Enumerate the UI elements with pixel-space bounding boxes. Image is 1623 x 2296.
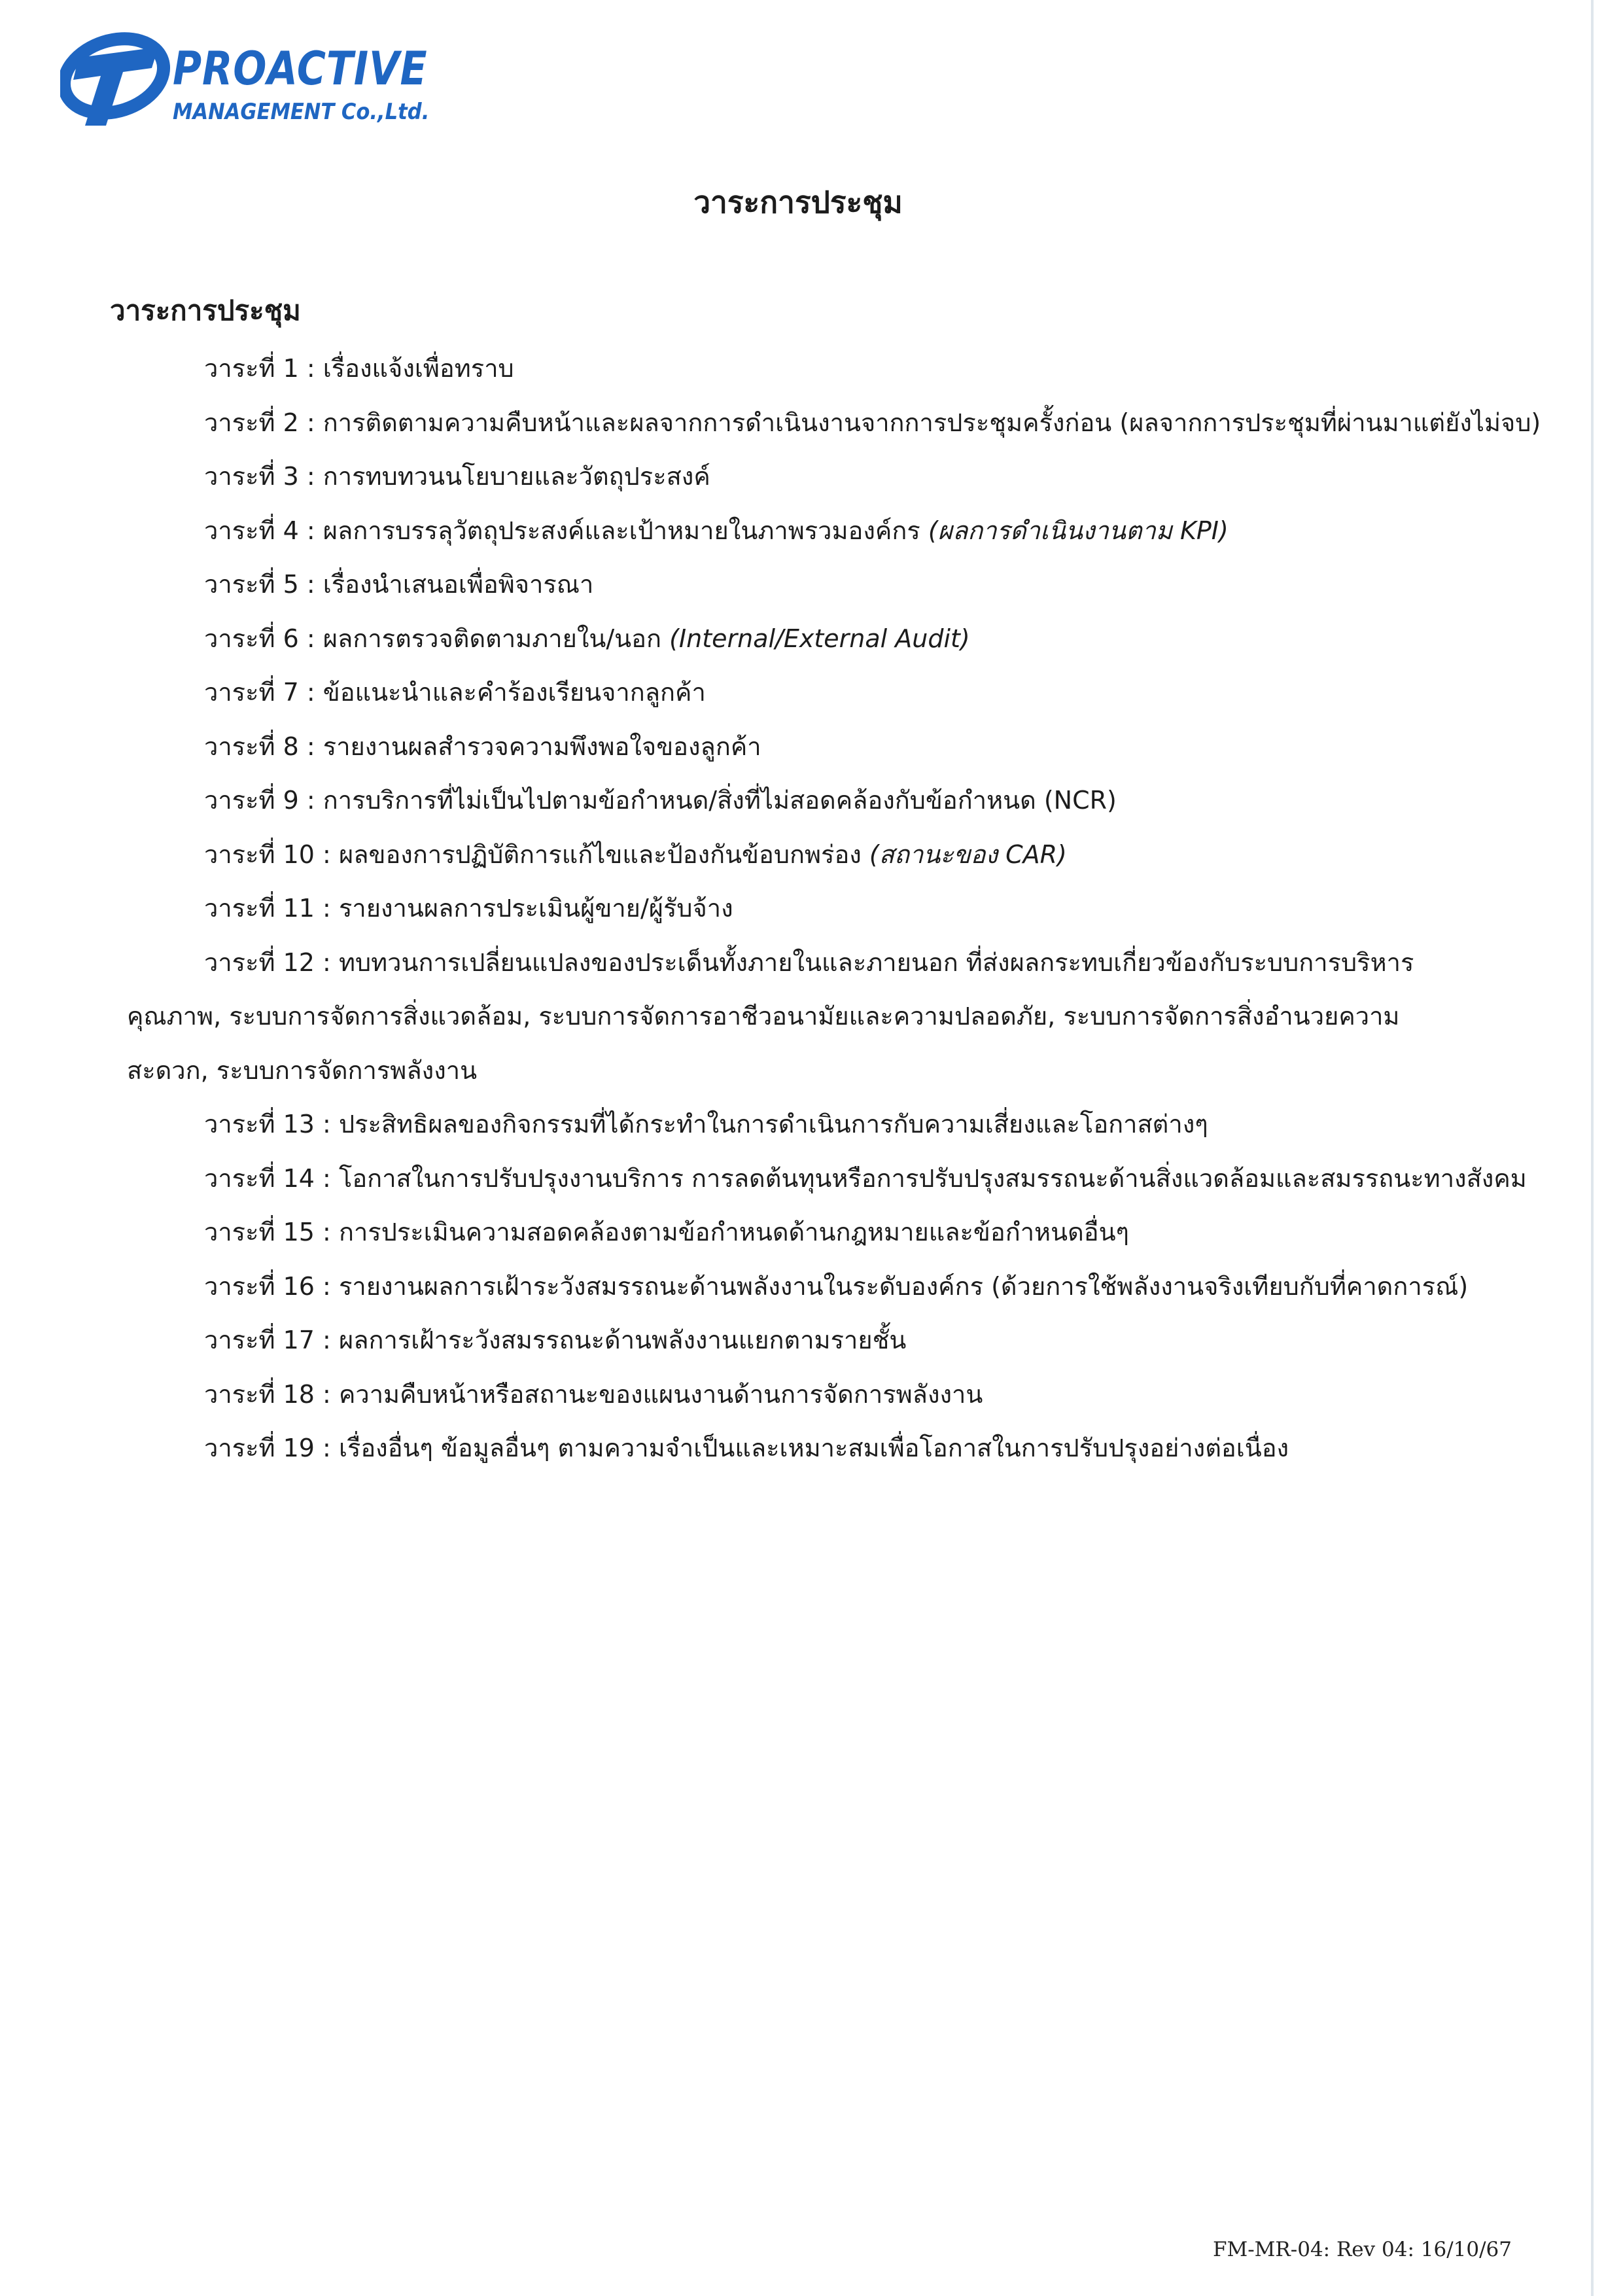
agenda-text: รายงานผลสำรวจความพึงพอใจของลูกค้า <box>323 732 761 761</box>
agenda-item-10 <box>127 828 1461 882</box>
agenda-label: วาระที่ 9 : <box>204 786 315 815</box>
agenda-label: วาระที่ 5 : <box>204 570 315 599</box>
agenda-text: การติดตามความคืบหน้าและผลจากการดำเนินงานจากการประชุมครั้งก่อน (ผลจากการประชุมที่ผ่านมาแต่ยังไม่จบ) <box>323 408 1541 437</box>
agenda-label: วาระที่ 1 : <box>204 354 315 383</box>
agenda-item-5 <box>127 557 1461 612</box>
section-heading: วาระการประชุม <box>110 294 301 327</box>
agenda-label: วาระที่ 2 : <box>204 408 315 437</box>
agenda-item-15 <box>127 1205 1461 1260</box>
agenda-label: วาระที่ 10 : <box>204 839 331 869</box>
agenda-item-3 <box>127 450 1461 504</box>
agenda-text: ความคืบหน้าหรือสถานะของแผนงานด้านการจัดการพลังงาน <box>338 1379 983 1409</box>
agenda-note: (Internal/External Audit) <box>669 624 970 653</box>
agenda-text: รายงานผลการเฝ้าระวังสมรรถนะด้านพลังงานในระดับองค์กร (ด้วยการใช้พลังงานจริงเทียบกับที่คาดการณ์) <box>338 1271 1469 1301</box>
logo-subtitle: MANAGEMENT Co.,Ltd. <box>173 99 430 125</box>
document-code-footer: FM-MR-04: Rev 04: 16/10/67 <box>1212 2238 1512 2261</box>
agenda-item-6 <box>127 612 1461 666</box>
agenda-label: วาระที่ 3 : <box>204 462 315 491</box>
agenda-label: วาระที่ 11 : <box>204 894 331 923</box>
agenda-text: ผลการบรรลุวัตถุประสงค์และเป้าหมายในภาพรวมองค์กร <box>323 516 920 545</box>
agenda-label: วาระที่ 19 : <box>204 1434 331 1462</box>
company-logo <box>60 27 430 132</box>
agenda-text: เรื่องแจ้งเพื่อทราบ <box>323 354 514 383</box>
agenda-label: วาระที่ 16 : <box>204 1271 331 1301</box>
agenda-text: การบริการที่ไม่เป็นไปตามข้อกำหนด/สิ่งที่ไม่สอดคล้องกับข้อกำหนด (NCR) <box>323 786 1117 815</box>
agenda-label: วาระที่ 17 : <box>204 1326 331 1354</box>
agenda-item-14 <box>127 1152 1527 1206</box>
agenda-item-19 <box>127 1421 1461 1475</box>
agenda-text: ผลการเฝ้าระวังสมรรถนะด้านพลังงานแยกตามรายชั้น <box>338 1326 907 1354</box>
agenda-item-16 <box>127 1260 1469 1314</box>
agenda-item-4 <box>127 504 1461 558</box>
page-edge-line <box>1591 0 1594 2296</box>
agenda-item-17 <box>127 1313 1461 1368</box>
agenda-item-18 <box>127 1368 1461 1422</box>
agenda-note: (ผลการดำเนินงานตาม KPI) <box>928 516 1229 545</box>
agenda-label: วาระที่ 13 : <box>204 1110 331 1139</box>
agenda-label: วาระที่ 12 : <box>204 947 331 977</box>
agenda-text: เรื่องนำเสนอเพื่อพิจารณา <box>323 570 594 599</box>
agenda-label: วาระที่ 15 : <box>204 1218 331 1246</box>
logo-name: PROACTIVE <box>173 42 428 96</box>
agenda-item-8 <box>127 720 1461 774</box>
agenda-item-7 <box>127 665 1461 720</box>
agenda-item-11 <box>127 881 1461 936</box>
agenda-item-1 <box>127 342 1461 396</box>
agenda-label: วาระที่ 7 : <box>204 678 315 707</box>
agenda-note: (สถานะของ CAR) <box>869 839 1067 869</box>
proactive-logo-icon <box>60 27 178 132</box>
agenda-list <box>127 342 1541 1475</box>
agenda-text: ข้อแนะนำและคำร้องเรียนจากลูกค้า <box>323 678 706 707</box>
agenda-text: เรื่องอื่นๆ ข้อมูลอื่นๆ ตามความจำเป็นและเหมาะสมเพื่อโอกาสในการปรับปรุงอย่างต่อเนื่อง <box>338 1434 1289 1462</box>
document-title: วาระการประชุม <box>693 185 903 220</box>
agenda-label: วาระที่ 4 : <box>204 516 315 545</box>
agenda-label: วาระที่ 8 : <box>204 732 315 761</box>
agenda-item-13 <box>127 1097 1461 1152</box>
agenda-text: โอกาสในการปรับปรุงงานบริการ การลดต้นทุนหรือการปรับปรุงสมรรถนะด้านสิ่งแวดล้อมและสมรรถนะทางสังคม <box>338 1163 1527 1193</box>
agenda-text: รายงานผลการประเมินผู้ขาย/ผู้รับจ้าง <box>338 894 733 923</box>
agenda-text: ทบทวนการเปลี่ยนแปลงของประเด็นทั้งภายในและภายนอก ที่ส่งผลกระทบเกี่ยวข้องกับระบบการบริหารคุณภาพ, ระบบการจัดการสิ่งแวดล้อม, ระบบการจัดการอาชีวอนามัยและความปลอดภัย, ระบบการจัดการสิ่งอำนวยความสะดวก, ระบบการจัดการพลังงาน <box>127 947 1414 1085</box>
agenda-label: วาระที่ 14 : <box>204 1163 331 1193</box>
agenda-text: การทบทวนนโยบายและวัตถุประสงค์ <box>323 462 710 491</box>
agenda-item-9 <box>127 773 1461 828</box>
agenda-label: วาระที่ 18 : <box>204 1379 331 1409</box>
agenda-item-2 <box>127 396 1541 450</box>
agenda-text: ผลของการปฏิบัติการแก้ไขและป้องกันข้อบกพร่อง <box>338 839 862 869</box>
agenda-text: ประสิทธิผลของกิจกรรมที่ได้กระทำในการดำเนินการกับความเสี่ยงและโอกาสต่างๆ <box>338 1110 1208 1139</box>
agenda-text: การประเมินความสอดคล้องตามข้อกำหนดด้านกฎหมายและข้อกำหนดอื่นๆ <box>338 1218 1129 1246</box>
agenda-label: วาระที่ 6 : <box>204 624 315 653</box>
agenda-text: ผลการตรวจติดตามภายใน/นอก <box>323 624 661 653</box>
agenda-item-12 <box>127 936 1461 1098</box>
